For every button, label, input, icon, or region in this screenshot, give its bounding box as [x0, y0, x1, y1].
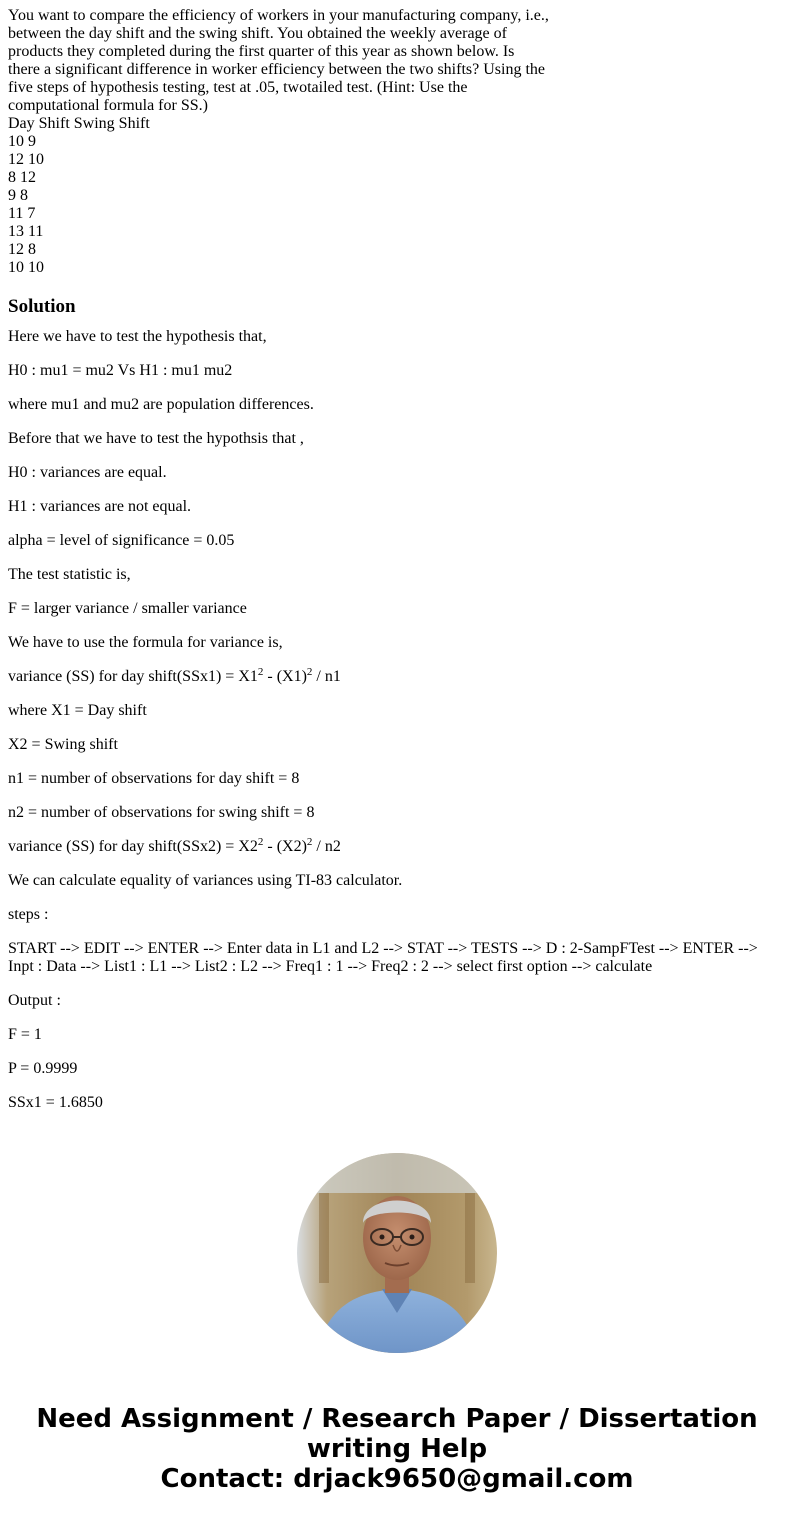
solution-paragraph: We have to use the formula for variance is,	[8, 634, 283, 651]
question-line: You want to compare the efficiency of workers in your manufacturing company, i.e.,	[8, 7, 549, 24]
solution-paragraph: steps :	[8, 906, 49, 923]
question-line: five steps of hypothesis testing, test at .05, twotailed test. (Hint: Use the	[8, 79, 468, 96]
solution-paragraph: H0 : variances are equal.	[8, 464, 167, 481]
solution-paragraph: X2 = Swing shift	[8, 736, 118, 753]
formula-text: variance (SS) for day shift(SSx2) = X2	[8, 838, 258, 855]
solution-paragraph: alpha = level of significance = 0.05	[8, 532, 235, 549]
question-text	[8, 7, 778, 277]
solution-heading: Solution	[8, 296, 76, 317]
solution-paragraph: We can calculate equality of variances using TI-83 calculator.	[8, 872, 403, 889]
superscript: 2	[306, 836, 313, 848]
solution-paragraph: P = 0.9999	[8, 1060, 78, 1077]
solution-paragraph: Here we have to test the hypothesis that,	[8, 328, 267, 345]
document-content	[8, 7, 778, 1122]
data-row: 9 8	[8, 187, 28, 204]
question-line: products they completed during the first quarter of this year as shown below. Is	[8, 43, 515, 60]
data-row: 10 10	[8, 259, 44, 276]
formula-text: - (X2)	[263, 838, 307, 855]
data-table-header: Day Shift Swing Shift	[8, 115, 150, 132]
question-line: between the day shift and the swing shift. You obtained the weekly average of	[8, 25, 507, 42]
author-photo	[297, 1153, 497, 1353]
solution-paragraph: n2 = number of observations for swing shift = 8	[8, 804, 315, 821]
solution-paragraph: SSx1 = 1.6850	[8, 1094, 103, 1111]
superscript: 2	[257, 836, 264, 848]
solution-paragraph: The test statistic is,	[8, 566, 131, 583]
footer-contact: Contact: drjack9650@gmail.com	[160, 1464, 634, 1494]
data-row: 12 10	[8, 151, 44, 168]
data-row: 12 8	[8, 241, 36, 258]
solution-paragraph: H1 : variances are not equal.	[8, 498, 192, 515]
formula-text: - (X1)	[263, 668, 307, 685]
footer-line: Need Assignment / Research Paper / Dissertation	[36, 1404, 758, 1434]
solution-paragraph: where X1 = Day shift	[8, 702, 147, 719]
footer-line: writing Help	[306, 1434, 488, 1464]
superscript: 2	[306, 666, 313, 678]
solution-paragraph: F = larger variance / smaller variance	[8, 600, 247, 617]
formula-text: / n1	[312, 668, 341, 685]
solution-paragraph: H0 : mu1 = mu2 Vs H1 : mu1 mu2	[8, 362, 233, 379]
question-line: computational formula for SS.)	[8, 97, 208, 114]
data-row: 13 11	[8, 223, 44, 240]
solution-paragraph: F = 1	[8, 1026, 42, 1043]
variance-formula-day	[8, 668, 778, 686]
data-row: 10 9	[8, 133, 36, 150]
portrait-image	[297, 1153, 497, 1353]
footer-banner	[0, 1404, 794, 1494]
solution-paragraph: Output :	[8, 992, 61, 1009]
formula-text: / n2	[312, 838, 341, 855]
question-line: there a significant difference in worker efficiency between the two shifts? Using the	[8, 61, 545, 78]
solution-paragraph: n1 = number of observations for day shift = 8	[8, 770, 300, 787]
solution-paragraph: where mu1 and mu2 are population differences.	[8, 396, 314, 413]
solution-paragraph: Before that we have to test the hypothsis that ,	[8, 430, 304, 447]
data-row: 8 12	[8, 169, 36, 186]
data-row: 11 7	[8, 205, 36, 222]
formula-text: variance (SS) for day shift(SSx1) = X1	[8, 668, 258, 685]
variance-formula-swing	[8, 838, 778, 856]
superscript: 2	[257, 666, 264, 678]
calculator-steps: START --> EDIT --> ENTER --> Enter data in L1 and L2 --> STAT --> TESTS --> D : 2-SampFTest --> ENTER --> Inpt : Data --> List1 : L1 --> List2 : L2 --> Freq1 : 1 --> Freq2 : 2 --> select first option --> calculate	[8, 940, 758, 975]
